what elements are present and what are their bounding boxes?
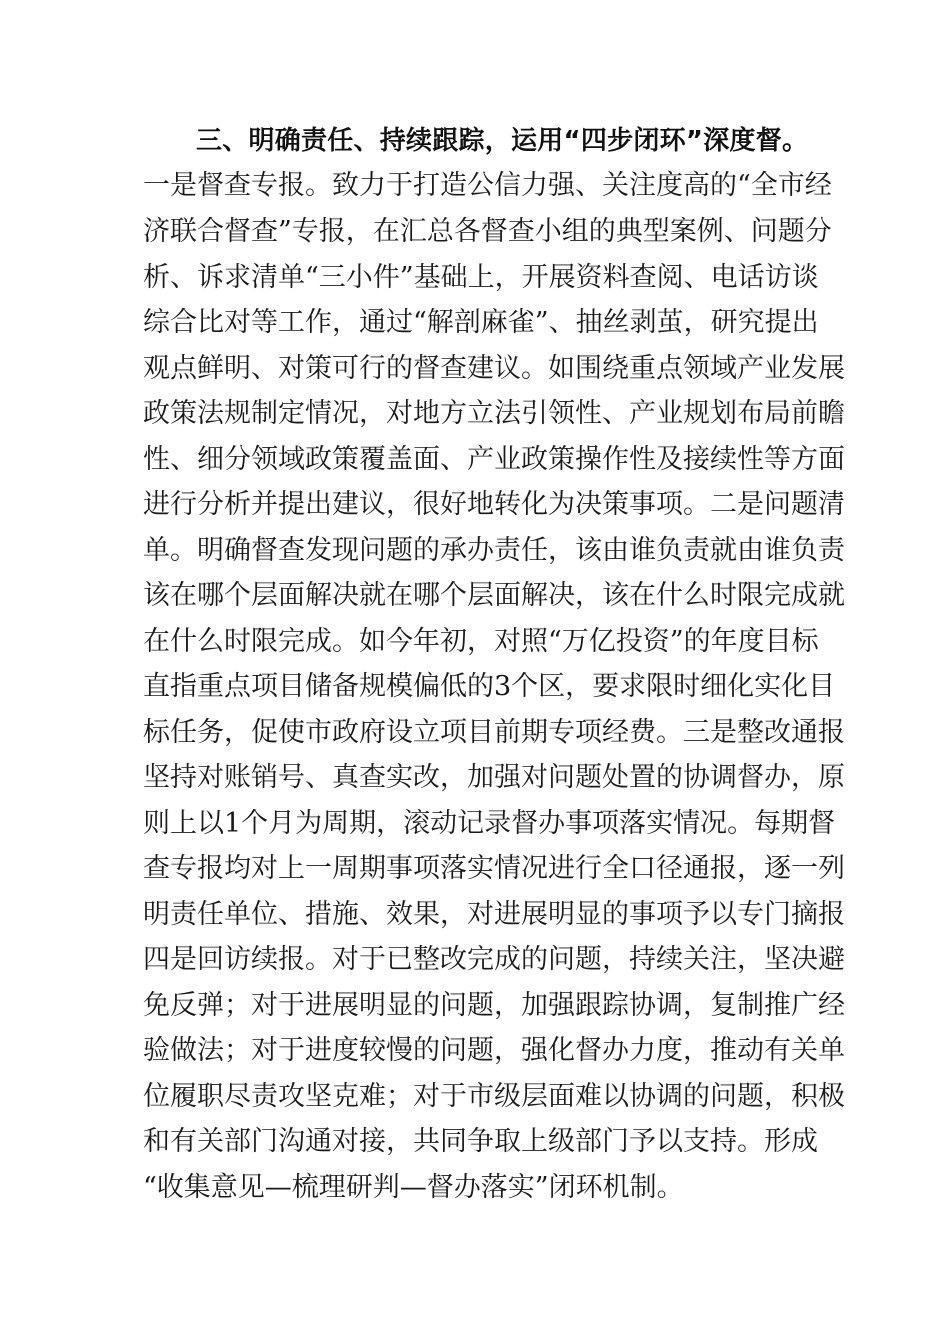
body-line-11: 在什么时限完成。如今年初，对照“万亿投资”的年度目标 bbox=[143, 626, 819, 657]
body-line-3: 析、诉求清单“三小件”基础上，开展资料查阅、电话访谈 bbox=[143, 262, 819, 293]
body-line-7: 性、细分领域政策覆盖面、产业政策操作性及接续性等方面 bbox=[143, 444, 845, 475]
body-line-4: 综合比对等工作，通过“解剖麻雀”、抽丝剥茧，研究提出 bbox=[143, 307, 819, 338]
body-line-8: 进行分析并提出建议，很好地转化为决策事项。二是问题清 bbox=[143, 489, 845, 520]
body-line-18: 四是回访续报。对于已整改完成的问题，持续关注，坚决避 bbox=[143, 944, 845, 975]
body-line-9: 单。明确督查发现问题的承办责任，该由谁负责就由谁负责 bbox=[143, 535, 845, 566]
body-line-14: 坚持对账销号、真查实改，加强对问题处置的协调督办，原 bbox=[143, 762, 845, 793]
body-line-20: 验做法；对于进度较慢的问题，强化督办力度，推动有关单 bbox=[143, 1035, 845, 1066]
body-line-17: 明责任单位、措施、效果，对进展明显的事项予以专门摘报 bbox=[143, 899, 845, 930]
body-line-23: “收集意见—梳理研判—督办落实”闭环机制。 bbox=[143, 1172, 684, 1203]
body-line-10: 该在哪个层面解决就在哪个层面解决，该在什么时限完成就 bbox=[143, 580, 845, 611]
body-line-12: 直指重点项目储备规模偏低的3个区，要求限时细化实化目 bbox=[143, 671, 836, 702]
body-line-2: 济联合督查”专报，在汇总各督查小组的典型案例、问题分 bbox=[143, 216, 832, 247]
body-line-21: 位履职尽责攻坚克难；对于市级层面难以协调的问题，积极 bbox=[143, 1081, 845, 1112]
section-heading: 三、明确责任、持续跟踪，运用“四步闭环”深度督。 bbox=[196, 126, 808, 156]
body-line-19: 免反弹；对于进展明显的问题，加强跟踪协调，复制推广经 bbox=[143, 990, 845, 1021]
body-line-5: 观点鲜明、对策可行的督查建议。如围绕重点领域产业发展 bbox=[143, 353, 845, 384]
body-line-1: 一是督查专报。致力于打造公信力强、关注度高的“全市经 bbox=[143, 170, 832, 201]
body-line-22: 和有关部门沟通对接，共同争取上级部门予以支持。形成 bbox=[143, 1126, 818, 1157]
body-line-16: 查专报均对上一周期事项落实情况进行全口径通报，逐一列 bbox=[143, 853, 845, 884]
body-line-13: 标任务，促使市政府设立项目前期专项经费。三是整改通报 bbox=[143, 717, 845, 748]
body-line-6: 政策法规制定情况，对地方立法引领性、产业规划布局前瞻 bbox=[143, 398, 845, 429]
body-line-15: 则上以1个月为周期，滚动记录督办事项落实情况。每期督 bbox=[143, 808, 836, 839]
